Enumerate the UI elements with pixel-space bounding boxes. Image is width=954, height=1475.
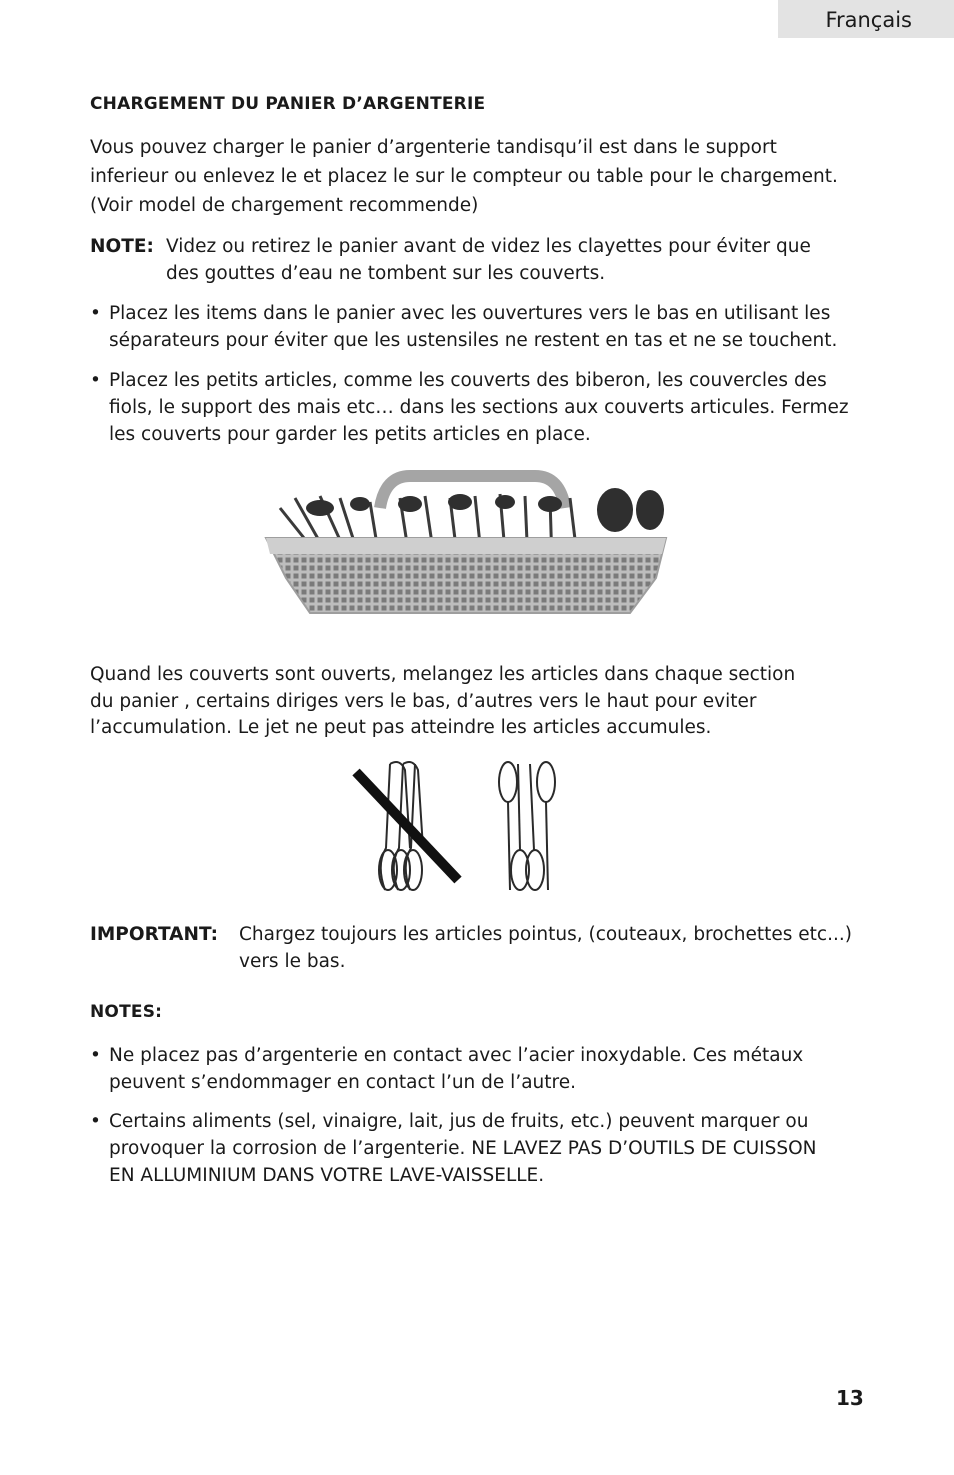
mixing-line: du panier , certains diriges vers le bas, d’autres vers le haut pour eviter [90,690,757,712]
important-label: IMPORTANT: [90,924,218,945]
bullet-line: fiols, le support des mais etc… dans les sections aux couverts articules. Fermez [109,397,849,418]
note-line: des gouttes d’eau ne tombent sur les couverts. [166,263,606,284]
bullet-line: EN ALLUMINIUM DANS VOTRE LAVE-VAISSELLE. [109,1165,545,1186]
bullet-line: les couverts pour garder les petits articles en place. [109,424,591,445]
section-title: CHARGEMENT DU PANIER D’ARGENTERIE [90,94,486,114]
bullet-line: Ne placez pas d’argenterie en contact avec l’acier inoxydable. Ces métaux [109,1045,804,1066]
intro-paragraph [90,133,870,220]
notes-title: NOTES: [90,1002,163,1022]
bullet-marker: • [90,1111,101,1132]
language-tab: Français [778,0,954,38]
bullet-line: provoquer la corrosion de l’argenterie. NE LAVEZ PAS D’OUTILS DE CUISSON [109,1138,817,1159]
bullet-marker: • [90,303,101,324]
mixing-paragraph [90,662,870,742]
mixing-line: l’accumulation. Le jet ne peut pas atteindre les articles accumules. [90,717,712,738]
bullet-line: Certains aliments (sel, vinaigre, lait, jus de fruits, etc.) peuvent marquer ou [109,1111,809,1132]
note-text [166,233,866,287]
bullet-line: peuvent s’endommager en contact l’un de l’autre. [109,1072,576,1093]
silverware-basket-image [260,468,672,618]
mixing-line: Quand les couverts sont ouverts, melangez les articles dans chaque section [90,664,796,685]
page-number: 13 [836,1386,864,1410]
important-line: Chargez toujours les articles pointus, (couteaux, brochettes etc...) [239,924,852,945]
intro-line: (Voir model de chargement recommende) [90,195,479,216]
important-line: vers le bas. [239,951,346,972]
bullet-marker: • [90,370,101,391]
important-text [239,921,939,975]
bullet-marker: • [90,1045,101,1066]
spoon-nesting-diagram [350,760,562,895]
bullet-line: Placez les items dans le panier avec les ouvertures vers le bas en utilisant les [109,303,831,324]
intro-line: Vous pouvez charger le panier d’argenterie tandisqu’il est dans le support [90,137,777,158]
bullet-line: Placez les petits articles, comme les couverts des biberon, les couvercles des [109,370,827,391]
intro-line: inferieur ou enlevez le et placez le sur le compteur ou table pour le chargement. [90,166,838,187]
note-line: Videz ou retirez le panier avant de videz les clayettes pour éviter que [166,236,811,257]
bullet-line: séparateurs pour éviter que les ustensiles ne restent en tas et ne se touchent. [109,330,838,351]
note-label: NOTE: [90,236,154,257]
